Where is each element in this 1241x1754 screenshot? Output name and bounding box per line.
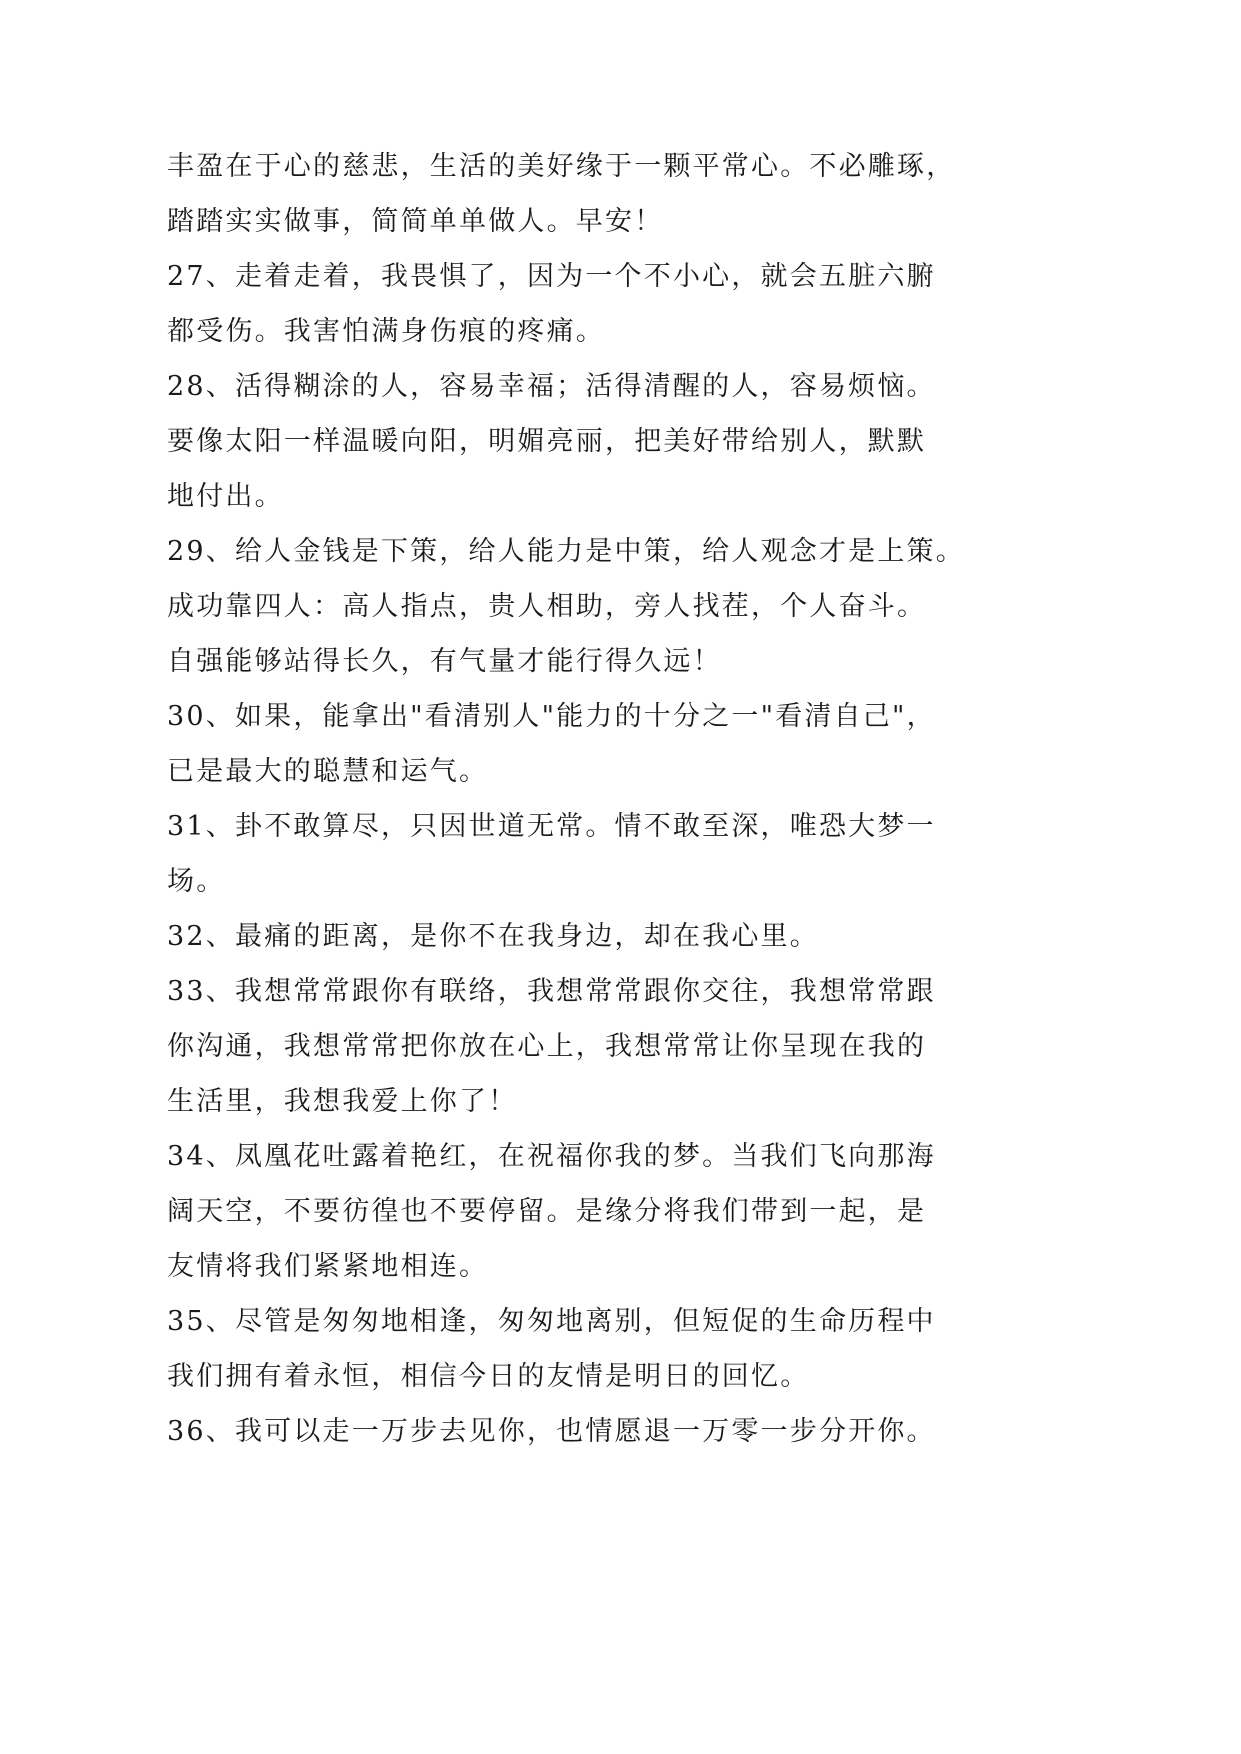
- text-line: 成功靠四人：高人指点，贵人相助，旁人找茬，个人奋斗。: [167, 591, 927, 622]
- text-line: 阔天空，不要彷徨也不要停留。是缘分将我们带到一起，是: [167, 1196, 927, 1227]
- document-body: [167, 139, 967, 1459]
- text-line: 丰盈在于心的慈悲，生活的美好缘于一颗平常心。不必雕琢，: [167, 151, 956, 182]
- text-line: 我们拥有着永恒，相信今日的友情是明日的回忆。: [167, 1361, 810, 1392]
- text-line: 都受伤。我害怕满身伤痕的疼痛。: [167, 316, 605, 347]
- text-line: 自强能够站得长久，有气量才能行得久远！: [167, 646, 722, 677]
- text-line: 你沟通，我想常常把你放在心上，我想常常让你呈现在我的: [167, 1031, 927, 1062]
- text-line: 36、我可以走一万步去见你，也情愿退一万零一步分开你。: [167, 1416, 936, 1447]
- text-line: 33、我想常常跟你有联络，我想常常跟你交往，我想常常跟: [167, 976, 936, 1007]
- text-line: 32、最痛的距离，是你不在我身边，却在我心里。: [167, 921, 819, 952]
- text-line: 29、给人金钱是下策，给人能力是中策，给人观念才是上策。: [167, 536, 965, 567]
- text-line: 生活里，我想我爱上你了！: [167, 1086, 518, 1117]
- text-line: 34、凤凰花吐露着艳红，在祝福你我的梦。当我们飞向那海: [167, 1141, 936, 1172]
- text-line: 35、尽管是匆匆地相逢，匆匆地离别，但短促的生命历程中: [167, 1306, 936, 1337]
- text-line: 友情将我们紧紧地相连。: [167, 1251, 489, 1282]
- text-line: 要像太阳一样温暖向阳，明媚亮丽，把美好带给别人，默默: [167, 426, 927, 457]
- text-line: 31、卦不敢算尽，只因世道无常。情不敢至深，唯恐大梦一: [167, 811, 936, 842]
- text-line: 地付出。: [167, 481, 284, 512]
- text-line: 28、活得糊涂的人，容易幸福；活得清醒的人，容易烦恼。: [167, 371, 936, 402]
- text-line: 已是最大的聪慧和运气。: [167, 756, 489, 787]
- text-line: 踏踏实实做事，简简单单做人。早安！: [167, 206, 664, 237]
- text-line: 场。: [167, 866, 226, 897]
- text-line: 30、如果，能拿出"看清别人"能力的十分之一"看清自己"，: [167, 701, 936, 732]
- text-line: 27、走着走着，我畏惧了，因为一个不小心，就会五脏六腑: [167, 261, 936, 292]
